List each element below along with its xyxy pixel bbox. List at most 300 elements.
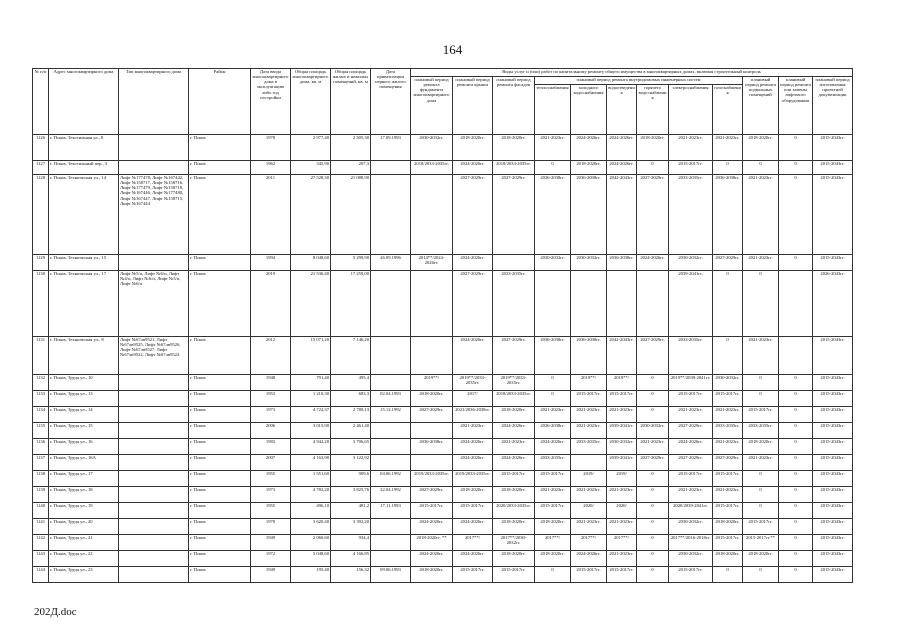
cell-type [119, 161, 189, 175]
cell-district: г. Псков [189, 135, 251, 161]
cell-basement: 2021-2023гг. [743, 175, 779, 255]
cell-address: г. Псков, Труда ул., 18 [49, 487, 119, 503]
table-row [33, 337, 853, 375]
header-residential-area: Общая площадь жилых и нежилых помещений, кв. м [331, 69, 371, 135]
cell-cold-water: 2036-2038гг. [571, 337, 607, 375]
cell-district: г. Псков [189, 535, 251, 551]
cell-electricity: 2021-2023гг. [669, 135, 713, 161]
cell-year: 1973 [251, 487, 291, 503]
cell-gas: 2021-2023гг. [713, 407, 743, 423]
cell-electricity: 2030-2032гг. [669, 551, 713, 567]
cell-electricity: 2033-2035гг. [669, 337, 713, 375]
cell-residential-area: 3 706,65 [331, 439, 371, 455]
cell-drain: 2042-2043гг. [607, 337, 637, 375]
cell-total-area: 1 210,30 [291, 391, 331, 407]
cell-lift: 0 [779, 175, 813, 255]
cell-drain: 2036-2038гг. [607, 255, 637, 271]
cell-privatization [371, 175, 411, 255]
capital-repair-table [32, 68, 853, 583]
cell-type [119, 375, 189, 391]
cell-docs: 2015-2043гг. [813, 535, 853, 551]
cell-type: Лифт №177478, Лифт №167442, Лифт №158717, Лифт №158716, Лифт №177479, Лифт №158718, Лифт №167446, Лифт №177480, Лифт №167447, Лифт №158715, Лифт №167444 [119, 175, 189, 255]
cell-cold-water: 2017**/ [571, 535, 607, 551]
cell-docs: 2015-2043гг. [813, 423, 853, 439]
cell-heat: 2021-2023гг. [535, 487, 571, 503]
cell-lift: 0 [779, 551, 813, 567]
cell-residential-area: 4 166,85 [331, 551, 371, 567]
cell-privatization [371, 535, 411, 551]
cell-type [119, 535, 189, 551]
header-roof: плановый период ремонта крыши [453, 77, 493, 135]
cell-gas: 0 [713, 567, 743, 583]
cell-district: г. Псков [189, 551, 251, 567]
cell-address: г. Псков, Труда ул., 16А [49, 455, 119, 471]
cell-foundation: 2018-2020гг. ** [411, 535, 453, 551]
cell-address: г. Псков, Техническая ул., 17 [49, 271, 119, 337]
cell-district: г. Псков [189, 161, 251, 175]
cell-cold-water: 2036-2038гг. [571, 175, 607, 255]
cell-lift: 0 [779, 375, 813, 391]
cell-privatization [371, 439, 411, 455]
cell-type [119, 503, 189, 519]
cell-roof: 2017**/ [453, 535, 493, 551]
cell-year: 2007 [251, 455, 291, 471]
cell-lift: 0 [779, 535, 813, 551]
cell-drain [607, 271, 637, 337]
cell-address: г. Псков, Труда ул., 10 [49, 375, 119, 391]
cell-facade: 2027-2029гг. [493, 175, 535, 255]
cell-hot-water: 2027-2029гг. [637, 455, 669, 471]
cell-residential-area: 2 305,30 [331, 135, 371, 161]
header-group-main: Виды услуг и (или) работ по капитальному ремонту общего имущества в многоквартирных домах, включая строительный контроль [411, 69, 853, 77]
table-row [33, 439, 853, 455]
cell-cold-water [571, 455, 607, 471]
cell-drain: 2020/ [607, 503, 637, 519]
cell-basement: 2033-2035гг. [743, 423, 779, 439]
cell-basement: 2015-2017гг. [743, 407, 779, 423]
cell-hot-water: 2024-2026гг. [637, 255, 669, 271]
cell-hot-water: 0 [637, 161, 669, 175]
cell-hot-water: 0 [637, 519, 669, 535]
table-row [33, 567, 853, 583]
cell-total-area: 4 722,37 [291, 407, 331, 423]
cell-docs: 2015-2043гг. [813, 391, 853, 407]
header-num: № п/п [33, 69, 49, 135]
cell-electricity: 2015-2017гг. [669, 161, 713, 175]
table-row [33, 503, 853, 519]
cell-roof: 2024-2026гг. [453, 439, 493, 455]
cell-type [119, 567, 189, 583]
cell-electricity: 2019**/2039-2041гг. [669, 375, 713, 391]
cell-privatization: 26.09.1996 [371, 255, 411, 271]
cell-year: 1973 [251, 407, 291, 423]
cell-year: 1962 [251, 161, 291, 175]
cell-roof: 2017/ [453, 391, 493, 407]
cell-facade: 2018/2033-2035гг. [493, 161, 535, 175]
cell-total-area: 2 977,40 [291, 135, 331, 161]
cell-basement: 2018-2020гг. [743, 551, 779, 567]
cell-roof: 2024-2026гг. [453, 255, 493, 271]
cell-docs: 2015-2043гг. [813, 551, 853, 567]
cell-electricity: 2021-2023гг. [669, 407, 713, 423]
cell-facade: 2018-2020гг. [493, 407, 535, 423]
cell-basement: 2021-2023гг. [743, 337, 779, 375]
cell-num: 1129 [33, 255, 49, 271]
header-gas: газоснабжения [713, 85, 743, 135]
cell-type: Лифт №67лв9521, Лифт №67лв9525, Лифт №67лв9526, Лифт №67лв9527, Лифт №67лв9522, Лифт №67лв9524 [119, 337, 189, 375]
cell-electricity: 2017**/2016-2018гг. [669, 535, 713, 551]
cell-total-area: 5 048,60 [291, 551, 331, 567]
cell-lift: 0 [779, 255, 813, 271]
cell-lift: 0 [779, 487, 813, 503]
cell-facade: 2018-2020гг. [493, 135, 535, 161]
cell-electricity: 2021-2023гг. [669, 487, 713, 503]
cell-residential-area: 2 461,40 [331, 423, 371, 439]
cell-facade: 2015-2017гг. [493, 567, 535, 583]
cell-privatization [371, 455, 411, 471]
page-number: 164 [442, 42, 463, 57]
cell-heat: 0 [535, 375, 571, 391]
cell-cold-water: 2019/ [571, 471, 607, 487]
cell-cold-water: 2020/ [571, 503, 607, 519]
cell-cold-water: 2024-2026гг. [571, 135, 607, 161]
cell-gas: 0 [713, 337, 743, 375]
cell-residential-area: 495,4 [331, 375, 371, 391]
cell-num: 1131 [33, 337, 49, 375]
cell-heat: 2018-2020гг. [535, 551, 571, 567]
cell-address: г. Псков, Текстильный пер., 3 [49, 161, 119, 175]
cell-num: 1133 [33, 391, 49, 407]
cell-cold-water: 2015-2017гг. [571, 567, 607, 583]
cell-foundation: 2036-2038гг. [411, 439, 453, 455]
cell-foundation: 2027-2029гг. [411, 487, 453, 503]
table-row [33, 135, 853, 161]
cell-district: г. Псков [189, 487, 251, 503]
header-year: Дата ввода многоквартирного дома в эксплуатацию либо год постройки [251, 69, 291, 135]
cell-drain: 2021-2023гг. [607, 407, 637, 423]
cell-basement: 2015-2017гг.** [743, 535, 779, 551]
cell-hot-water: 0 [637, 487, 669, 503]
cell-type: Лифт №5/п, Лифт №6/п, Лифт №4/п, Лифт №6/п, Лифт №5/п, Лифт №6/п [119, 271, 189, 337]
cell-docs: 2015-2043гг. [813, 375, 853, 391]
cell-address: г. Псков, Труда ул., 21 [49, 535, 119, 551]
header-lift: плановый период ремонта или замены лифтового оборудования [779, 77, 813, 135]
cell-foundation [411, 455, 453, 471]
cell-electricity: 2027-2029гг. [669, 455, 713, 471]
cell-basement: 2018-2020гг. [743, 439, 779, 455]
cell-residential-area: 909,6 [331, 471, 371, 487]
cell-type [119, 391, 189, 407]
cell-roof: 2021-2023гг. [453, 423, 493, 439]
cell-address: г. Псков, Техническая ул., 8 [49, 337, 119, 375]
cell-heat: 2036-2038гг. [535, 337, 571, 375]
cell-residential-area: 7 146,20 [331, 337, 371, 375]
cell-type [119, 551, 189, 567]
cell-drain: 2021-2023гг. [607, 551, 637, 567]
cell-hot-water: 2027-2029гг. [637, 337, 669, 375]
cell-total-area: 21 536,40 [291, 271, 331, 337]
cell-docs: 2015-2043гг. [813, 175, 853, 255]
cell-total-area: 3 015,90 [291, 423, 331, 439]
cell-district: г. Псков [189, 503, 251, 519]
cell-basement: 0 [743, 487, 779, 503]
cell-address: г. Псков, Техническая ул., 15 [49, 255, 119, 271]
cell-foundation: 2030-2032гг. [411, 135, 453, 161]
cell-basement: 0 [743, 375, 779, 391]
header-heat: теплоснабжения [535, 85, 571, 135]
cell-privatization [371, 423, 411, 439]
cell-basement: 2021-2023гг. [743, 455, 779, 471]
cell-address: г. Псков, Труда ул., 20 [49, 519, 119, 535]
cell-privatization: 17.09.1993 [371, 135, 411, 161]
cell-residential-area: 2 780,13 [331, 407, 371, 423]
footer-filename: 202Д.doc [34, 606, 77, 618]
cell-residential-area: 17 259,00 [331, 271, 371, 337]
cell-cold-water: 2024-2026гг. [571, 551, 607, 567]
header-total-area: Общая площадь многоквартирного дома, кв. м [291, 69, 331, 135]
cell-address: г. Псков, Текстильная ул., 8 [49, 135, 119, 161]
cell-foundation: 2027-2029гг. [411, 407, 453, 423]
cell-district: г. Псков [189, 423, 251, 439]
cell-facade: 2018/2033-2035гг. [493, 391, 535, 407]
cell-num: 1126 [33, 135, 49, 161]
cell-address: г. Псков, Труда ул., 23 [49, 567, 119, 583]
cell-heat: 2030-2032гг. [535, 255, 571, 271]
cell-roof: 2027-2029гг. [453, 271, 493, 337]
cell-facade: 2027-2029гг. [493, 337, 535, 375]
cell-foundation [411, 175, 453, 255]
cell-residential-area: 683,3 [331, 391, 371, 407]
cell-drain: 2015-2017гг. [607, 567, 637, 583]
header-basement: плановый период ремонта подвальных помещений [743, 77, 779, 135]
cell-docs: 2015-2043гг. [813, 471, 853, 487]
cell-facade: 2015-2017гг. [493, 471, 535, 487]
cell-hot-water: 0 [637, 391, 669, 407]
cell-basement: 0 [743, 271, 779, 337]
cell-drain: 2042-2043гг. [607, 175, 637, 255]
cell-year: 1955 [251, 471, 291, 487]
cell-roof: 2015-2017гг. [453, 567, 493, 583]
cell-year: 1970 [251, 519, 291, 535]
cell-heat: 2036-2038гг. [535, 175, 571, 255]
cell-gas: 2015-2017гг. [713, 471, 743, 487]
cell-lift: 0 [779, 407, 813, 423]
cell-district: г. Псков [189, 439, 251, 455]
cell-heat [535, 271, 571, 337]
cell-privatization: 22.04.1992 [371, 487, 411, 503]
cell-electricity: 2015-2017гг. [669, 391, 713, 407]
cell-facade: 2020/2033-2035гг. [493, 503, 535, 519]
cell-hot-water: 2018-2020гг. [637, 135, 669, 161]
cell-num: 1128 [33, 175, 49, 255]
header-hot-water: горячего водоснабжения [637, 85, 669, 135]
cell-num: 1132 [33, 375, 49, 391]
cell-basement: 0 [743, 471, 779, 487]
cell-gas: 2027-2029гг. [713, 455, 743, 471]
cell-electricity: 2015-2017гг. [669, 567, 713, 583]
cell-year: 1949 [251, 567, 291, 583]
cell-foundation: 2018/2033-2035гг. [411, 161, 453, 175]
cell-basement: 2015-2017гг. [743, 519, 779, 535]
cell-num: 1130 [33, 271, 49, 337]
cell-total-area: 496,10 [291, 503, 331, 519]
cell-electricity: 2039-2041гг. [669, 271, 713, 337]
cell-address: г. Псков, Труда ул., 15 [49, 423, 119, 439]
cell-foundation [411, 337, 453, 375]
cell-drain: 2024-2026гг. [607, 135, 637, 161]
table-row [33, 271, 853, 337]
cell-roof: 2024-2026гг. [453, 455, 493, 471]
cell-year: 1978 [251, 135, 291, 161]
cell-docs: 2015-2043гг. [813, 407, 853, 423]
cell-total-area: 2 060,60 [291, 535, 331, 551]
cell-district: г. Псков [189, 519, 251, 535]
cell-roof: 2021/2036-2038гг. [453, 407, 493, 423]
cell-address: г. Псков, Труда ул., 19 [49, 503, 119, 519]
cell-privatization [371, 519, 411, 535]
cell-lift: 0 [779, 391, 813, 407]
cell-heat: 2018-2020гг. [535, 519, 571, 535]
cell-year: 1972 [251, 551, 291, 567]
cell-district: г. Псков [189, 175, 251, 255]
cell-roof: 2018-2020гг. [453, 135, 493, 161]
cell-heat: 2036-2038гг. [535, 423, 571, 439]
cell-facade: 2024-2026гг. [493, 423, 535, 439]
cell-year: 1949 [251, 535, 291, 551]
cell-num: 1134 [33, 407, 49, 423]
cell-residential-area: 21 088,90 [331, 175, 371, 255]
cell-electricity: 2033-2035гг. [669, 175, 713, 255]
cell-heat: 0 [535, 161, 571, 175]
cell-total-area: 4 782,20 [291, 487, 331, 503]
cell-foundation: 2019/2033-2035гг. [411, 471, 453, 487]
cell-num: 1136 [33, 439, 49, 455]
cell-privatization: 17.11.1993 [371, 503, 411, 519]
cell-year: 2019 [251, 271, 291, 337]
cell-year: 2012 [251, 337, 291, 375]
header-privatization: Дата приватизации первого жилого помещения [371, 69, 411, 135]
cell-docs: 2015-2043гг. [813, 503, 853, 519]
cell-lift: 0 [779, 519, 813, 535]
cell-type [119, 455, 189, 471]
cell-docs: 2015-2043гг. [813, 255, 853, 271]
cell-cold-water: 2021-2023гг. [571, 487, 607, 503]
cell-docs: 2015-2043гг. [813, 487, 853, 503]
cell-basement: 0 [743, 567, 779, 583]
cell-hot-water: 0 [637, 551, 669, 567]
cell-hot-water: 0 [637, 407, 669, 423]
cell-gas: 2027-2029гг. [713, 255, 743, 271]
cell-facade: 2018-2020гг. [493, 519, 535, 535]
table-row [33, 175, 853, 255]
cell-foundation: 2018-2020гг. [411, 567, 453, 583]
cell-total-area: 4 942,20 [291, 439, 331, 455]
cell-docs: 2015-2043гг. [813, 567, 853, 583]
cell-facade: 2021-2023гг. [493, 439, 535, 455]
cell-basement: 2018-2020гг. [743, 135, 779, 161]
cell-privatization [371, 375, 411, 391]
cell-roof: 2024-2026гг. [453, 519, 493, 535]
cell-residential-area: 3 122,92 [331, 455, 371, 471]
cell-type [119, 487, 189, 503]
header-foundation: плановый период ремонта фундамента многоквартирного дома [411, 77, 453, 135]
cell-residential-area: 3 392,20 [331, 519, 371, 535]
table-row [33, 455, 853, 471]
cell-foundation: 2018-2020гг. [411, 391, 453, 407]
cell-num: 1141 [33, 519, 49, 535]
cell-facade: 2033-2035гг. [493, 271, 535, 337]
cell-type [119, 519, 189, 535]
cell-residential-area: 481,2 [331, 503, 371, 519]
cell-heat: 2024-2026гг. [535, 439, 571, 455]
table-row [33, 161, 853, 175]
cell-roof: 2024-2026гг. [453, 337, 493, 375]
cell-gas: 2018-2020гг. [713, 519, 743, 535]
cell-gas: 2030-2032гг. [713, 375, 743, 391]
cell-address: г. Псков, Труда ул., 17 [49, 471, 119, 487]
cell-docs: 2015-2043гг. [813, 337, 853, 375]
cell-privatization [371, 271, 411, 337]
cell-year: 2011 [251, 175, 291, 255]
cell-heat: 0 [535, 391, 571, 407]
cell-heat: 2017**/ [535, 535, 571, 551]
cell-num: 1137 [33, 455, 49, 471]
cell-address: г. Псков, Труда ул., 13 [49, 391, 119, 407]
cell-hot-water [637, 271, 669, 337]
cell-heat: 2033-2035гг. [535, 455, 571, 471]
cell-type [119, 255, 189, 271]
cell-foundation: 2014**/2024-2026гг. [411, 255, 453, 271]
table-row [33, 519, 853, 535]
cell-facade [493, 255, 535, 271]
cell-hot-water: 2027-2029гг. [637, 175, 669, 255]
cell-electricity: 2015-2017гг. [669, 471, 713, 487]
cell-gas: 2015-2017гг. [713, 391, 743, 407]
cell-roof: 2024-2026гг. [453, 551, 493, 567]
cell-district: г. Псков [189, 391, 251, 407]
cell-total-area: 791,40 [291, 375, 331, 391]
cell-roof: 2018-2020гг. [453, 487, 493, 503]
cell-basement: 0 [743, 503, 779, 519]
cell-foundation [411, 271, 453, 337]
cell-docs: 2015-2043гг. [813, 135, 853, 161]
cell-lift [779, 337, 813, 375]
cell-roof: 2019**/2033-2035гг. [453, 375, 493, 391]
cell-heat: 2015-2017гг. [535, 471, 571, 487]
cell-num: 1138 [33, 471, 49, 487]
cell-district: г. Псков [189, 455, 251, 471]
cell-num: 1143 [33, 551, 49, 567]
cell-district: г. Псков [189, 375, 251, 391]
cell-privatization [371, 551, 411, 567]
cell-hot-water: 0 [637, 503, 669, 519]
cell-facade: 2017**/2030-2032гг. [493, 535, 535, 551]
header-type: Тип многоквартирного дома [119, 69, 189, 135]
cell-drain: 2019/ [607, 471, 637, 487]
cell-num: 1127 [33, 161, 49, 175]
cell-year: 1953 [251, 391, 291, 407]
cell-total-area: 4 163,90 [291, 455, 331, 471]
cell-privatization [371, 161, 411, 175]
cell-foundation: 2019**/ [411, 375, 453, 391]
cell-total-area: 345,90 [291, 161, 331, 175]
cell-cold-water: 2021-2023гг. [571, 519, 607, 535]
cell-total-area: 8 048,60 [291, 255, 331, 271]
cell-district: г. Псков [189, 407, 251, 423]
cell-cold-water: 2021-2023гг. [571, 423, 607, 439]
cell-roof: 2019/2033-2035гг. [453, 471, 493, 487]
cell-total-area: 195,40 [291, 567, 331, 583]
